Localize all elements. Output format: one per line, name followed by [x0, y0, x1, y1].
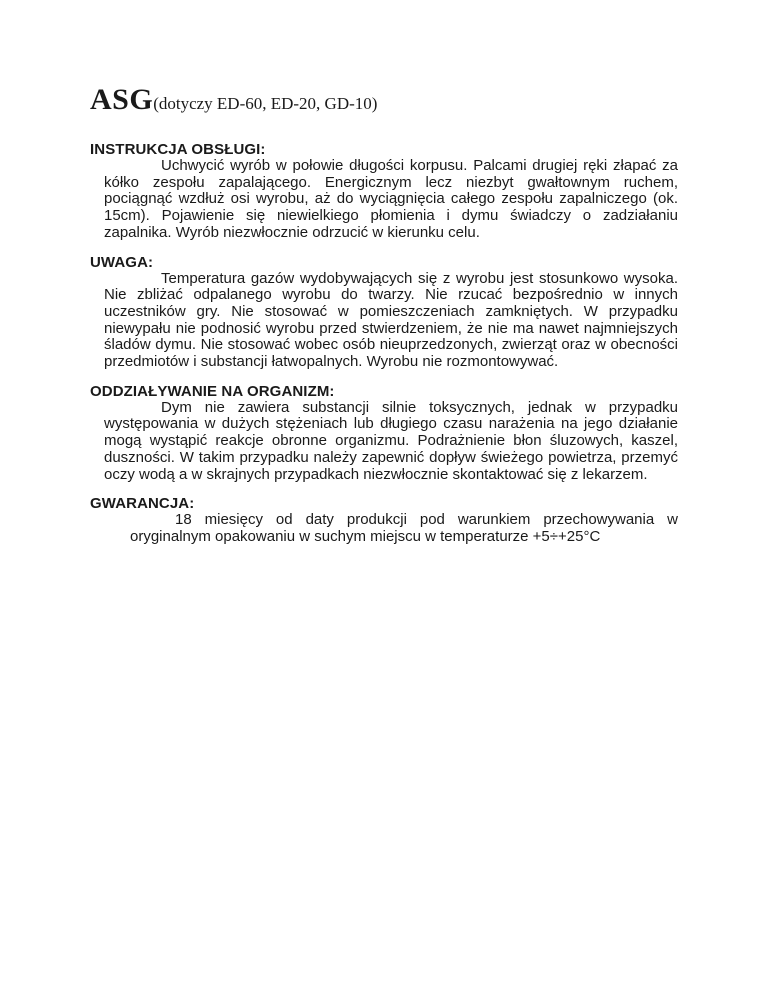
- section-heading-instrukcja-obslugi: INSTRUKCJA OBSŁUGI:: [90, 141, 266, 158]
- section-body-uwaga: Temperatura gazów wydobywających się z wyrobu jest stosunkowo wysoka. Nie zbliżać odpalanego wyrobu do twarzy. Nie rzucać bezpośrednio w innych uczestników gry. Nie stosować w pomieszczeniach zamkniętych. W przypadku niewypału nie podnosić wyrobu przed stwierdzeniem, że nie ma nawet najmniejszych śladów dymu. Nie stosować wobec osób nieuprzedzonych, zwierząt oraz w obecności przedmiotów i substancji łatwopalnych. Wyrobu nie rozmontowywać.: [104, 269, 678, 371]
- title-model-list: (dotyczy ED-60, ED-20, GD-10): [153, 94, 378, 113]
- section-body-oddzialywanie-na-organizm: Dym nie zawiera substancji silnie toksycznych, jednak w przypadku występowania w dużych stężeniach lub długiego czasu narażenia na jego działanie mogą wystąpić reakcje obronne organizmu. Podrażnienie błon śluzowych, kaszel, duszności. W takim przypadku należy zapewnić dopływ świeżego powietrza, przemyć oczy wodą a w skrajnych przypadkach niezwłocznie skontaktować się z lekarzem.: [104, 398, 678, 483]
- section-heading-uwaga: UWAGA:: [90, 253, 154, 271]
- section-body-instrukcja-obslugi: Uchwycić wyrób w połowie długości korpusu. Palcami drugiej ręki złapać za kółko zespołu zapalającego. Energicznym lecz niezbyt gwałtownym ruchem, pociągnąć wzdłuż osi wyrobu, aż do wyciągnięcia całego zespołu zapalniczego (ok. 15cm). Pojawienie się niewielkiego płomienia i dymu świadczy o zadziałaniu zapalnika. Wyrób niezwłocznie odrzucić w kierunku celu.: [104, 157, 678, 241]
- section-body-gwarancja: 18 miesięcy od daty produkcji pod warunkiem przechowywania w oryginalnym opakowaniu w suchym miejscu w temperaturze +5÷+25°C: [130, 511, 678, 545]
- section-heading-gwarancja: GWARANCJA:: [90, 495, 195, 513]
- section-heading-oddzialywanie-na-organizm: ODDZIAŁYWANIE NA ORGANIZM:: [90, 382, 335, 400]
- document-title: [90, 80, 678, 122]
- section-gwarancja: [90, 495, 678, 545]
- section-instrukcja-obslugi: [90, 141, 678, 242]
- section-oddzialywanie-na-organizm: [90, 383, 678, 484]
- section-uwaga: [90, 254, 678, 371]
- title-product-name: ASG: [90, 83, 154, 116]
